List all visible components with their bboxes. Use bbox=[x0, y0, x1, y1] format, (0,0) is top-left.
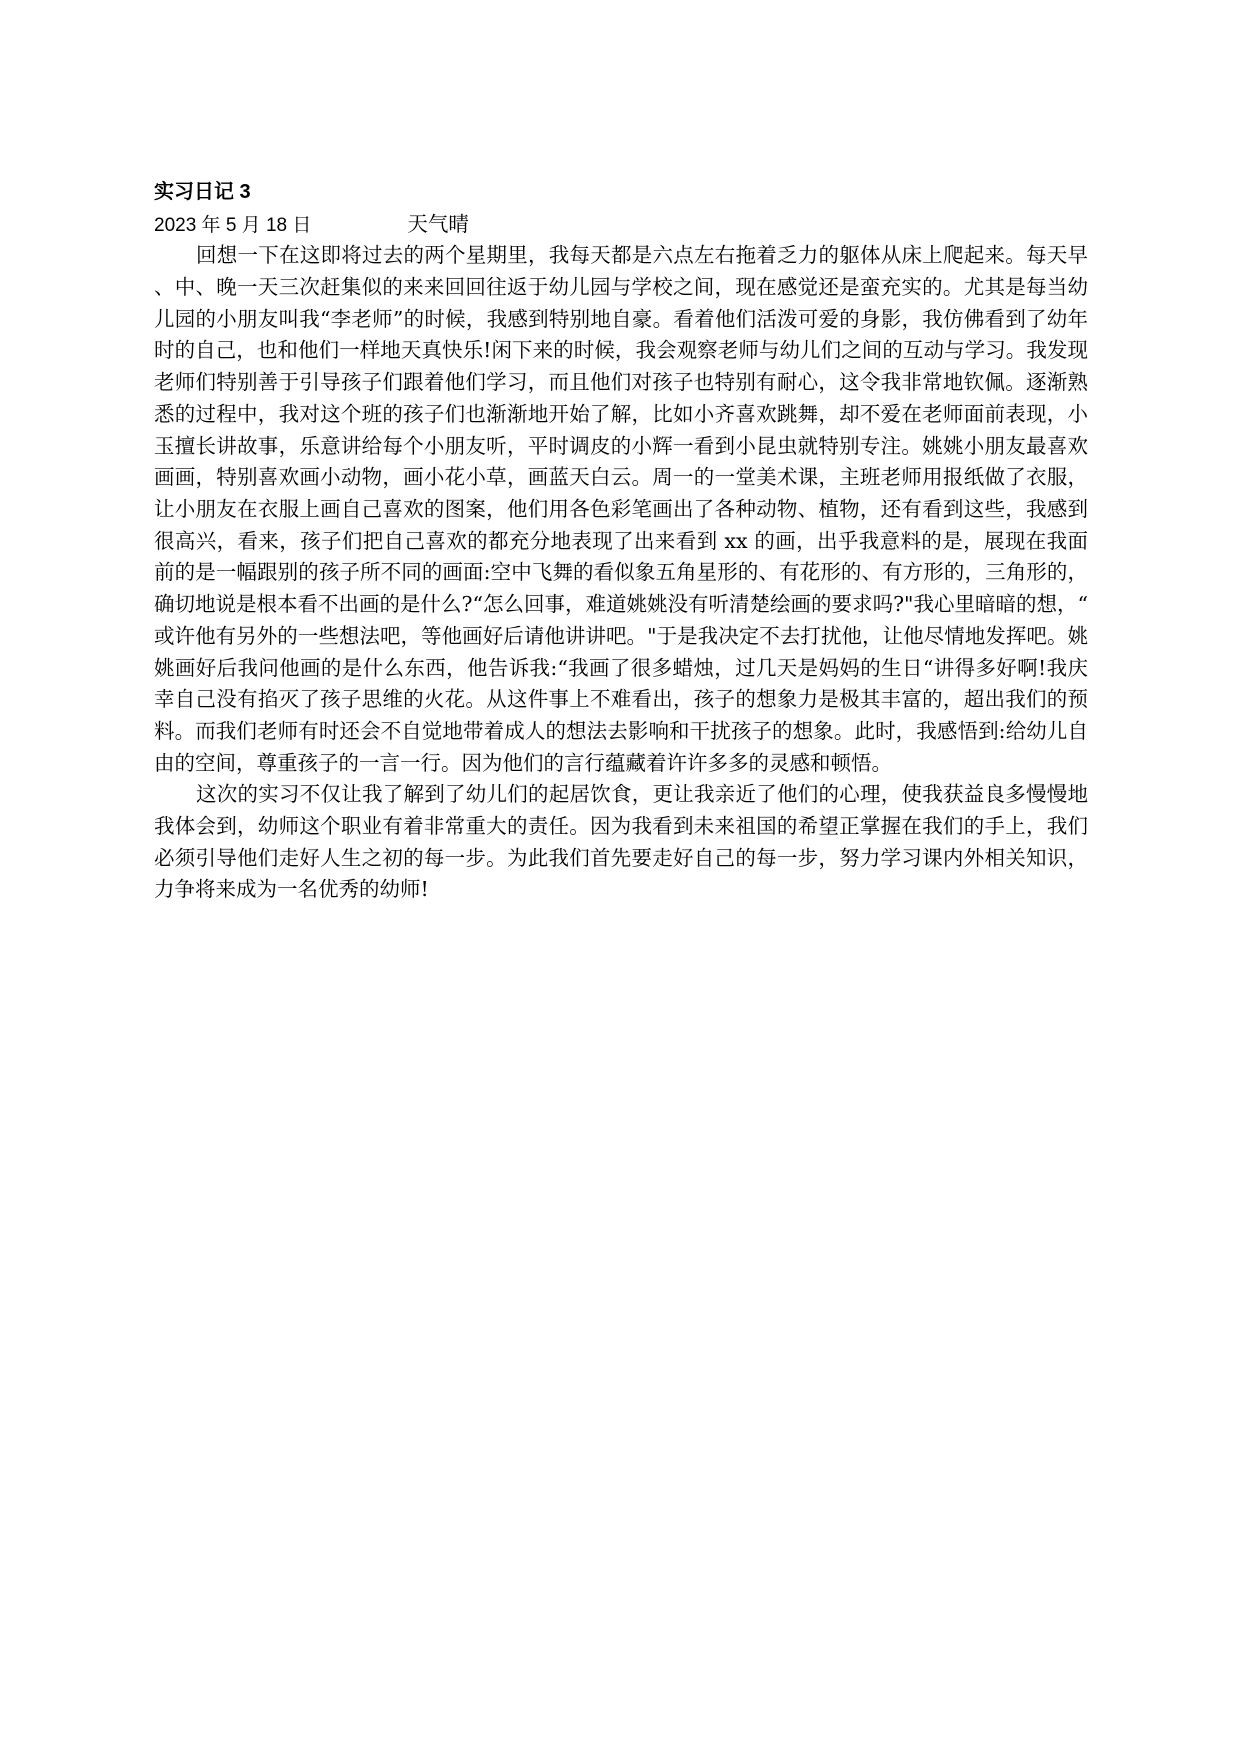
diary-weather: 天气晴 bbox=[407, 211, 469, 236]
document-body bbox=[154, 177, 1088, 906]
diary-meta-line bbox=[154, 209, 1088, 241]
diary-date: 2023 年 5 月 18 日 bbox=[154, 214, 312, 236]
paragraph-1: 回想一下在这即将过去的两个星期里，我每天都是六点左右拖着乏力的躯体从床上爬起来。每天早、中、晚一天三次赶集似的来来回回往返于幼儿园与学校之间，现在感觉还是蛮充实的。尤其是每当幼儿园的小朋友叫我“李老师”的时候，我感到特别地自豪。看着他们活泼可爱的身影，我仿佛看到了幼年时的自己，也和他们一样地天真快乐!闲下来的时候，我会观察老师与幼儿们之间的互动与学习。我发现老师们特别善于引导孩子们跟着他们学习，而且他们对孩子也特别有耐心，这令我非常地钦佩。逐渐熟悉的过程中，我对这个班的孩子们也渐渐地开始了解，比如小齐喜欢跳舞，却不爱在老师面前表现，小玉擅长讲故事，乐意讲给每个小朋友听，平时调皮的小辉一看到小昆虫就特别专注。姚姚小朋友最喜欢画画，特别喜欢画小动物，画小花小草，画蓝天白云。周一的一堂美术课，主班老师用报纸做了衣服，让小朋友在衣服上画自己喜欢的图案，他们用各色彩笔画出了各种动物、植物，还有看到这些，我感到很高兴，看来，孩子们把自己喜欢的都充分地表现了出来看到 xx 的画，出乎我意料的是，展现在我面前的是一幅跟别的孩子所不同的画面:空中飞舞的看似象五角星形的、有花形的、有方形的，三角形的，确切地说是根本看不出画的是什么?“怎么回事，难道姚姚没有听清楚绘画的要求吗?"我心里暗暗的想，“或许他有另外的一些想法吧，等他画好后请他讲讲吧。"于是我决定不去打扰他，让他尽情地发挥吧。姚姚画好后我问他画的是什么东西，他告诉我:“我画了很多蜡烛，过几天是妈妈的生日“讲得多好啊!我庆幸自己没有掐灭了孩子思维的火花。从这件事上不难看出，孩子的想象力是极其丰富的，超出我们的预料。而我们老师有时还会不自觉地带着成人的想法去影响和干扰孩子的想象。此时，我感悟到:给幼儿自由的空间，尊重孩子的一言一行。因为他们的言行蕴藏着许许多多的灵感和顿悟。 bbox=[154, 243, 1088, 775]
paragraph-2: 这次的实习不仅让我了解到了幼儿们的起居饮食，更让我亲近了他们的心理，使我获益良多慢慢地我体会到，幼师这个职业有着非常重大的责任。因为我看到未来祖国的希望正掌握在我们的手上，我们必须引导他们走好人生之初的每一步。为此我们首先要走好自己的每一步，努力学习课内外相关知识，力争将来成为一名优秀的幼师! bbox=[154, 782, 1088, 902]
document-title: 实习日记 3 bbox=[154, 181, 251, 203]
